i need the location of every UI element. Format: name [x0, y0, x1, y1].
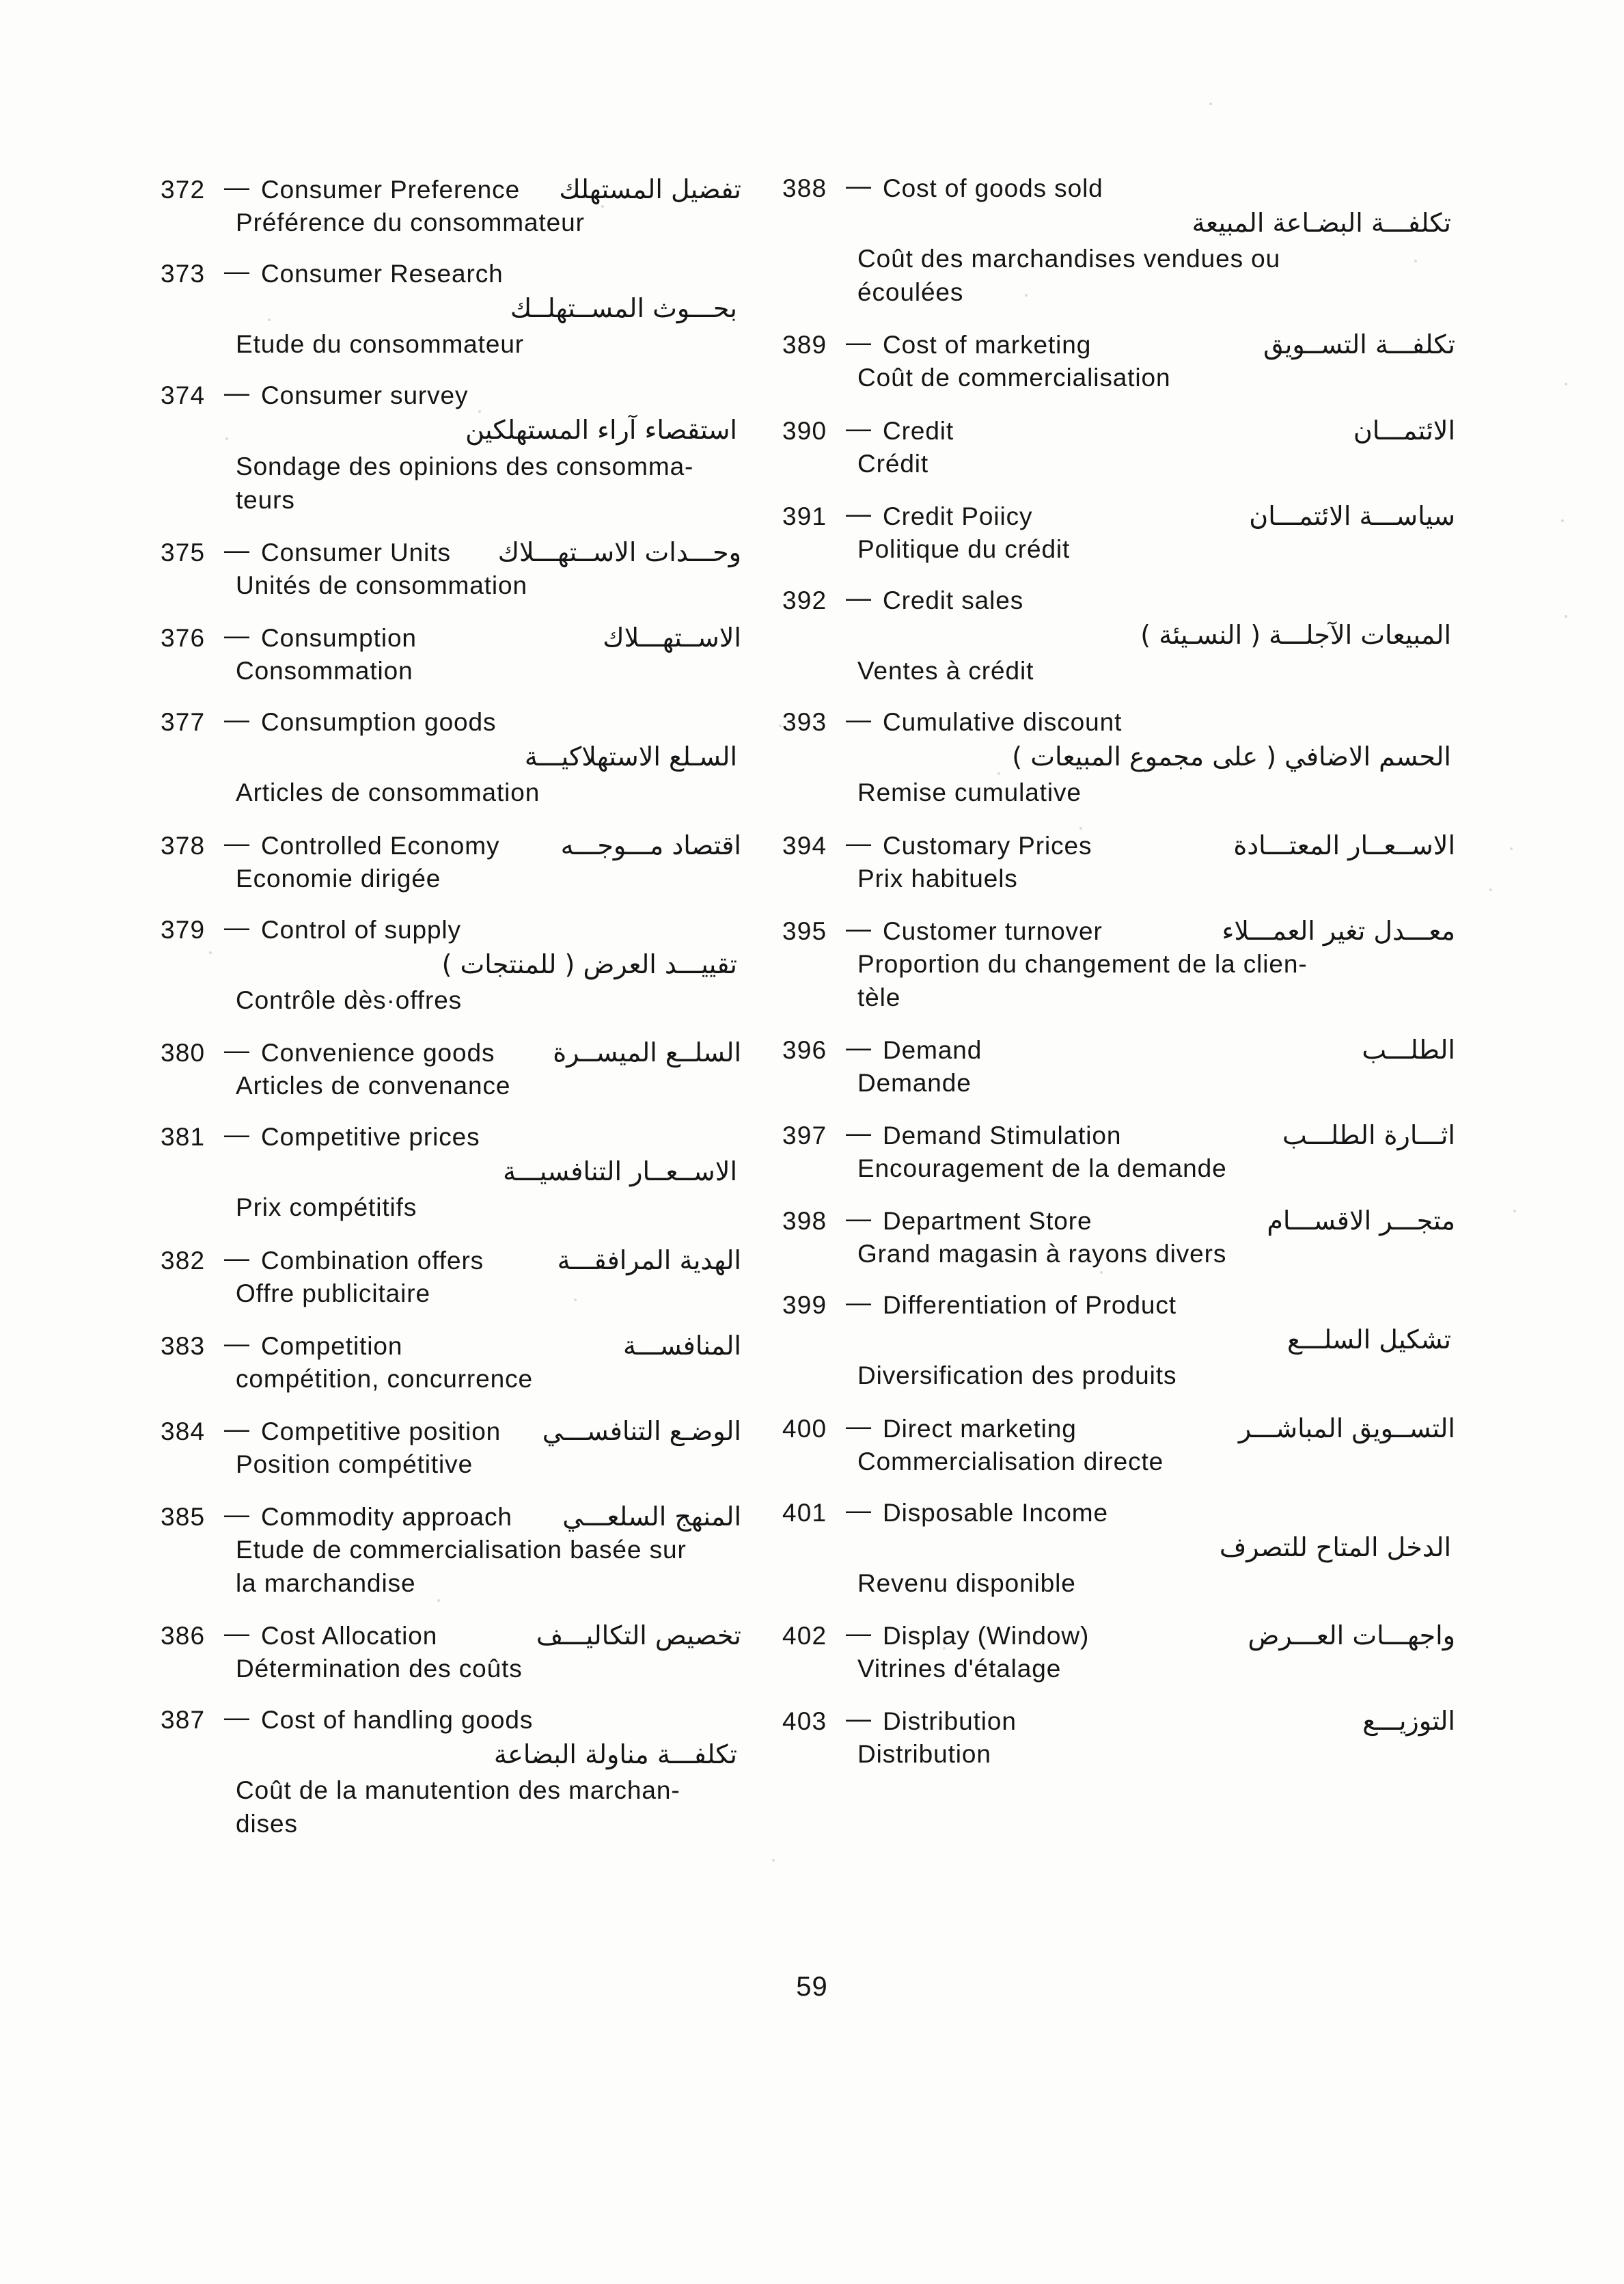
- entry-term-french: Distribution: [857, 1740, 991, 1769]
- entry-term-french: Position compétitive: [236, 1450, 473, 1478]
- entry-term-english: Combination offers: [261, 1246, 484, 1275]
- entry-term-english: Distribution: [883, 1707, 1017, 1736]
- entry-number: 378: [161, 831, 206, 860]
- glossary-entry: [782, 583, 1455, 688]
- entry-term-french: Sondage des opinions des consomma-: [236, 452, 694, 480]
- entry-dash: —: [224, 1329, 249, 1357]
- entry-number: 384: [161, 1417, 206, 1445]
- entry-number: 385: [161, 1502, 206, 1531]
- entry-term-french: Demande: [857, 1068, 972, 1097]
- entry-number: 389: [782, 331, 827, 359]
- entry-term-french: Articles de consommation: [236, 778, 540, 807]
- entry-number: 395: [782, 916, 827, 945]
- glossary-entry: [782, 705, 1455, 809]
- entry-headline: [161, 381, 741, 410]
- entry-number: 400: [782, 1414, 827, 1443]
- glossary-column-left: [0, 174, 755, 1862]
- entry-dash: —: [846, 1618, 871, 1647]
- entry-term-arabic: واجهـــات العـــرض: [1248, 1620, 1455, 1650]
- entry-term-arabic: تفضيل المستهلك: [559, 174, 741, 204]
- entry-dash: —: [846, 499, 871, 528]
- page-number: 59: [796, 1972, 828, 2002]
- entry-dash: —: [224, 1120, 249, 1149]
- entry-headline: [782, 501, 1455, 531]
- glossary-entry: [161, 1620, 741, 1685]
- entry-term-arabic: السـلع الاستهلاكيـــة: [524, 742, 737, 772]
- entry-dash: —: [224, 705, 249, 734]
- entry-term-arabic: الائتمـــان: [1353, 415, 1455, 446]
- entry-term-arabic: معـــدل تغير العمـــلاء: [1222, 915, 1455, 946]
- glossary-entry: [161, 174, 741, 239]
- entry-number: 372: [161, 176, 206, 204]
- entry-term-english: Department Store: [883, 1207, 1092, 1236]
- entry-dash: —: [224, 828, 249, 857]
- entry-dash: —: [846, 914, 871, 942]
- entry-term-french: Ventes à crédit: [857, 657, 1034, 685]
- entry-dash: —: [224, 535, 249, 564]
- entry-headline: [782, 1120, 1455, 1150]
- glossary-entry: [161, 257, 741, 361]
- entry-headline: [161, 174, 741, 204]
- entry-term-english: Competitive position: [261, 1417, 501, 1445]
- glossary-entry: [782, 1035, 1455, 1100]
- entry-term-english: Competition: [261, 1331, 403, 1360]
- entry-term-french: Consommation: [236, 657, 413, 685]
- entry-term-french: Coût de commercialisation: [857, 364, 1171, 392]
- entry-dash: —: [846, 328, 871, 357]
- entry-term-french: Crédit: [857, 449, 929, 478]
- entry-dash: —: [224, 1499, 249, 1528]
- entry-term-french: Grand magasin à rayons divers: [857, 1240, 1227, 1268]
- glossary-entry: [161, 381, 741, 516]
- entry-term-french: Préférence du consommateur: [236, 208, 585, 236]
- glossary-entry: [782, 1206, 1455, 1270]
- entry-headline: [782, 1413, 1455, 1443]
- entry-dash: —: [846, 1495, 871, 1524]
- entry-dash: —: [846, 705, 871, 734]
- entry-number: 387: [161, 1706, 206, 1735]
- entry-term-english: Commodity approach: [261, 1502, 512, 1531]
- entry-dash: —: [224, 1243, 249, 1272]
- entry-term-french: Vitrines d'étalage: [857, 1654, 1062, 1683]
- glossary-entry: [161, 1416, 741, 1481]
- entry-headline: [161, 1703, 741, 1735]
- entry-term-french: Prix compétitifs: [236, 1193, 417, 1222]
- entry-dash: —: [224, 1703, 249, 1732]
- entry-term-english: Convenience goods: [261, 1039, 495, 1068]
- glossary-entry: [161, 1331, 741, 1396]
- entry-term-french: dises: [236, 1810, 298, 1838]
- entry-term-english: Consumer survey: [261, 381, 469, 410]
- glossary-entry: [782, 1288, 1455, 1392]
- entry-dash: —: [224, 379, 249, 407]
- entry-term-arabic: سياســـة الائتمـــان: [1249, 500, 1455, 531]
- entry-term-french: Offre publicitaire: [236, 1279, 430, 1307]
- entry-term-arabic: الهدية المرافقـــة: [557, 1245, 741, 1275]
- entry-headline: [161, 623, 741, 653]
- entry-term-english: Demand Stimulation: [883, 1121, 1122, 1150]
- glossary-entry: [161, 623, 741, 688]
- entry-term-arabic: المنهج السلعـــي: [562, 1501, 741, 1532]
- entry-term-arabic: تكلفـــة التســويق: [1263, 329, 1455, 360]
- entry-number: 380: [161, 1039, 206, 1068]
- entry-headline: [782, 1620, 1455, 1650]
- entry-headline: [161, 705, 741, 737]
- glossary-entry: [782, 413, 1455, 480]
- entry-term-arabic: تكلفـــة البضـاعة المبيعة: [1192, 208, 1451, 238]
- glossary-entry: [782, 1495, 1455, 1600]
- entry-term-french: la marchandise: [236, 1568, 416, 1597]
- entry-dash: —: [846, 1033, 871, 1061]
- glossary-column-right: [755, 174, 1510, 1862]
- glossary-entry: [161, 830, 741, 895]
- entry-term-english: Credit Poiicy: [883, 502, 1033, 530]
- glossary-entry: [782, 501, 1455, 566]
- entry-term-arabic: بحـــوث المســتهلــك: [510, 293, 737, 324]
- entry-term-english: Cost Allocation: [261, 1621, 438, 1650]
- entry-term-french: compétition, concurrence: [236, 1364, 533, 1393]
- entry-term-english: Customary Prices: [883, 831, 1092, 860]
- glossary-entry: [782, 1413, 1455, 1478]
- entry-term-english: Differentiation of Product: [883, 1291, 1176, 1320]
- entry-number: 376: [161, 624, 206, 653]
- entry-number: 374: [161, 381, 206, 410]
- glossary-entry: [161, 1245, 741, 1310]
- entry-term-english: Cost of handling goods: [261, 1706, 534, 1735]
- entry-term-english: Consumption: [261, 624, 417, 653]
- entry-term-french: Politique du crédit: [857, 534, 1071, 563]
- entry-dash: —: [846, 828, 871, 857]
- entry-term-arabic: الاســتهـــلاك: [603, 623, 741, 653]
- entry-term-english: Cost of goods sold: [883, 174, 1103, 202]
- entry-term-french: Coût de la manutention des marchan-: [236, 1776, 680, 1805]
- entry-headline: [161, 537, 741, 567]
- entry-dash: —: [846, 583, 871, 612]
- entry-headline: [782, 413, 1455, 446]
- entry-term-english: Consumer Research: [261, 260, 504, 288]
- glossary-entry: [782, 916, 1455, 1014]
- entry-term-french: Diversification des produits: [857, 1361, 1177, 1390]
- entry-term-arabic: وحـــدات الاســتهـــلاك: [497, 536, 741, 567]
- entry-term-arabic: تكلفـــة مناولة البضاعة: [493, 1739, 737, 1770]
- entry-number: 393: [782, 708, 827, 737]
- glossary-columns: [0, 174, 1624, 1862]
- entry-term-english: Consumer Preference: [261, 176, 521, 204]
- entry-number: 375: [161, 538, 206, 567]
- glossary-entry: [782, 174, 1455, 309]
- entry-term-arabic: التوزيـــع: [1362, 1706, 1455, 1737]
- entry-term-english: Cost of marketing: [883, 331, 1092, 359]
- entry-term-english: Consumer Units: [261, 538, 451, 567]
- entry-headline: [161, 1245, 741, 1275]
- entry-dash: —: [224, 1036, 249, 1065]
- entry-number: 403: [782, 1707, 827, 1736]
- entry-term-arabic: الاســعــار المعتـــادة: [1233, 830, 1455, 860]
- entry-headline: [782, 1206, 1455, 1236]
- entry-term-arabic: متجـــر الاقســـام: [1267, 1206, 1455, 1236]
- entry-term-arabic: التســويق المباشـــر: [1238, 1413, 1455, 1443]
- entry-term-french: Contrôle dès·offres: [236, 985, 463, 1014]
- entry-headline: [161, 1501, 741, 1532]
- entry-headline: [782, 174, 1455, 203]
- entry-headline: [161, 1416, 741, 1446]
- entry-dash: —: [224, 1618, 249, 1647]
- glossary-entry: [782, 329, 1455, 394]
- entry-term-french: Prix habituels: [857, 864, 1018, 893]
- entry-number: 390: [782, 416, 827, 445]
- entry-dash: —: [846, 1204, 871, 1233]
- entry-term-arabic: السلــع الميســرة: [553, 1037, 741, 1068]
- glossary-entry: [161, 1501, 741, 1600]
- entry-dash: —: [846, 413, 871, 442]
- entry-number: 399: [782, 1291, 827, 1320]
- entry-term-arabic: الوضـع التنافســـي: [542, 1415, 741, 1446]
- entry-term-french: Revenu disponible: [857, 1568, 1076, 1597]
- entry-number: 388: [782, 174, 827, 202]
- entry-term-english: Disposable Income: [883, 1498, 1108, 1527]
- entry-headline: [782, 1288, 1455, 1320]
- glossary-entry: [161, 1120, 741, 1224]
- entry-term-french: Etude du consommateur: [236, 330, 525, 359]
- glossary-entry: [782, 1120, 1455, 1185]
- entry-number: 396: [782, 1035, 827, 1064]
- scan-speckle: [1209, 103, 1212, 105]
- entry-term-english: Competitive prices: [261, 1123, 480, 1152]
- entry-term-arabic: تخصيص التكاليـــف: [536, 1620, 741, 1650]
- glossary-entry: [161, 705, 741, 809]
- glossary-entry: [782, 1620, 1455, 1685]
- entry-term-english: Direct marketing: [883, 1414, 1077, 1443]
- entry-term-french: Détermination des coûts: [236, 1654, 523, 1683]
- entry-term-french: Remise cumulative: [857, 778, 1082, 807]
- entry-term-english: Cumulative discount: [883, 708, 1123, 737]
- entry-number: 379: [161, 915, 206, 944]
- entry-term-arabic: المنافســـة: [623, 1330, 741, 1361]
- entry-term-arabic: تشكيل السلـــع: [1286, 1324, 1451, 1355]
- entry-dash: —: [224, 912, 249, 941]
- entry-term-french: Encouragement de la demande: [857, 1154, 1227, 1182]
- entry-term-arabic: الدخل المتاح للتصرف: [1219, 1532, 1451, 1562]
- entry-term-french: Economie dirigée: [236, 864, 441, 893]
- entry-headline: [161, 912, 741, 944]
- entry-dash: —: [224, 1414, 249, 1443]
- entry-headline: [161, 830, 741, 860]
- entry-dash: —: [224, 621, 249, 650]
- entry-number: 402: [782, 1621, 827, 1650]
- entry-term-english: Customer turnover: [883, 916, 1103, 945]
- entry-headline: [161, 257, 741, 288]
- entry-headline: [782, 1495, 1455, 1527]
- entry-term-english: Credit: [883, 416, 954, 445]
- entry-number: 382: [161, 1246, 206, 1275]
- entry-term-english: Demand: [883, 1035, 982, 1064]
- entry-number: 394: [782, 831, 827, 860]
- entry-headline: [782, 583, 1455, 615]
- entry-dash: —: [846, 1704, 871, 1733]
- entry-number: 397: [782, 1121, 827, 1150]
- entry-dash: —: [224, 173, 249, 201]
- entry-term-french: Articles de convenance: [236, 1072, 511, 1100]
- entry-term-french: teurs: [236, 485, 295, 514]
- entry-headline: [782, 830, 1455, 860]
- entry-headline: [161, 1620, 741, 1650]
- glossary-entry: [782, 1706, 1455, 1771]
- entry-term-arabic: الحسم الاضافي ( على مجموع المبيعات ): [1012, 742, 1451, 772]
- entry-number: 377: [161, 708, 206, 737]
- entry-headline: [782, 329, 1455, 359]
- entry-number: 391: [782, 502, 827, 530]
- entry-term-english: Consumption goods: [261, 708, 497, 737]
- entry-dash: —: [846, 1411, 871, 1440]
- entry-dash: —: [846, 172, 871, 200]
- entry-term-french: écoulées: [857, 278, 964, 307]
- entry-number: 381: [161, 1123, 206, 1152]
- entry-number: 398: [782, 1207, 827, 1236]
- entry-term-french: Etude de commercialisation basée sur: [236, 1535, 687, 1564]
- entry-term-english: Display (Window): [883, 1621, 1090, 1650]
- entry-term-french: Commercialisation directe: [857, 1447, 1164, 1476]
- entry-number: 383: [161, 1331, 206, 1360]
- entry-headline: [161, 1120, 741, 1152]
- entry-dash: —: [846, 1118, 871, 1147]
- entry-number: 401: [782, 1498, 827, 1527]
- entry-term-english: Credit sales: [883, 586, 1024, 614]
- entry-number: 392: [782, 586, 827, 614]
- glossary-entry: [161, 537, 741, 602]
- entry-term-arabic: اثـــارة الطلـــب: [1282, 1119, 1455, 1150]
- entry-term-arabic: المبيعات الآجلـــة ( النسـيئة ): [1140, 619, 1451, 650]
- entry-term-english: Controlled Economy: [261, 831, 500, 860]
- entry-term-french: tèle: [857, 983, 901, 1011]
- entry-number: 386: [161, 1621, 206, 1650]
- entry-headline: [782, 705, 1455, 737]
- entry-term-french: Proportion du changement de la clien-: [857, 949, 1308, 978]
- entry-term-arabic: الاســعــار التنافسيـــة: [503, 1156, 737, 1187]
- entry-dash: —: [846, 1288, 871, 1317]
- entry-term-arabic: اقتصاد مـــوجـــه: [560, 830, 741, 860]
- entry-term-arabic: الطلـــب: [1362, 1034, 1455, 1065]
- entry-dash: —: [224, 257, 249, 286]
- entry-headline: [782, 1706, 1455, 1736]
- entry-headline: [161, 1331, 741, 1361]
- entry-term-arabic: تقييـــد العرض ( للمنتجات ): [441, 949, 737, 979]
- entry-term-french: Unités de consommation: [236, 571, 527, 599]
- entry-headline: [782, 916, 1455, 946]
- glossary-entry: [161, 1037, 741, 1102]
- glossary-entry: [782, 830, 1455, 895]
- glossary-entry: [161, 1703, 741, 1840]
- entry-term-english: Control of supply: [261, 915, 461, 944]
- entry-headline: [782, 1035, 1455, 1065]
- entry-term-french: Coût des marchandises vendues ou: [857, 245, 1281, 273]
- entry-number: 373: [161, 260, 206, 288]
- glossary-entry: [161, 912, 741, 1017]
- entry-headline: [161, 1037, 741, 1068]
- entry-term-arabic: استقصاء آراء المستهلكين: [465, 415, 737, 446]
